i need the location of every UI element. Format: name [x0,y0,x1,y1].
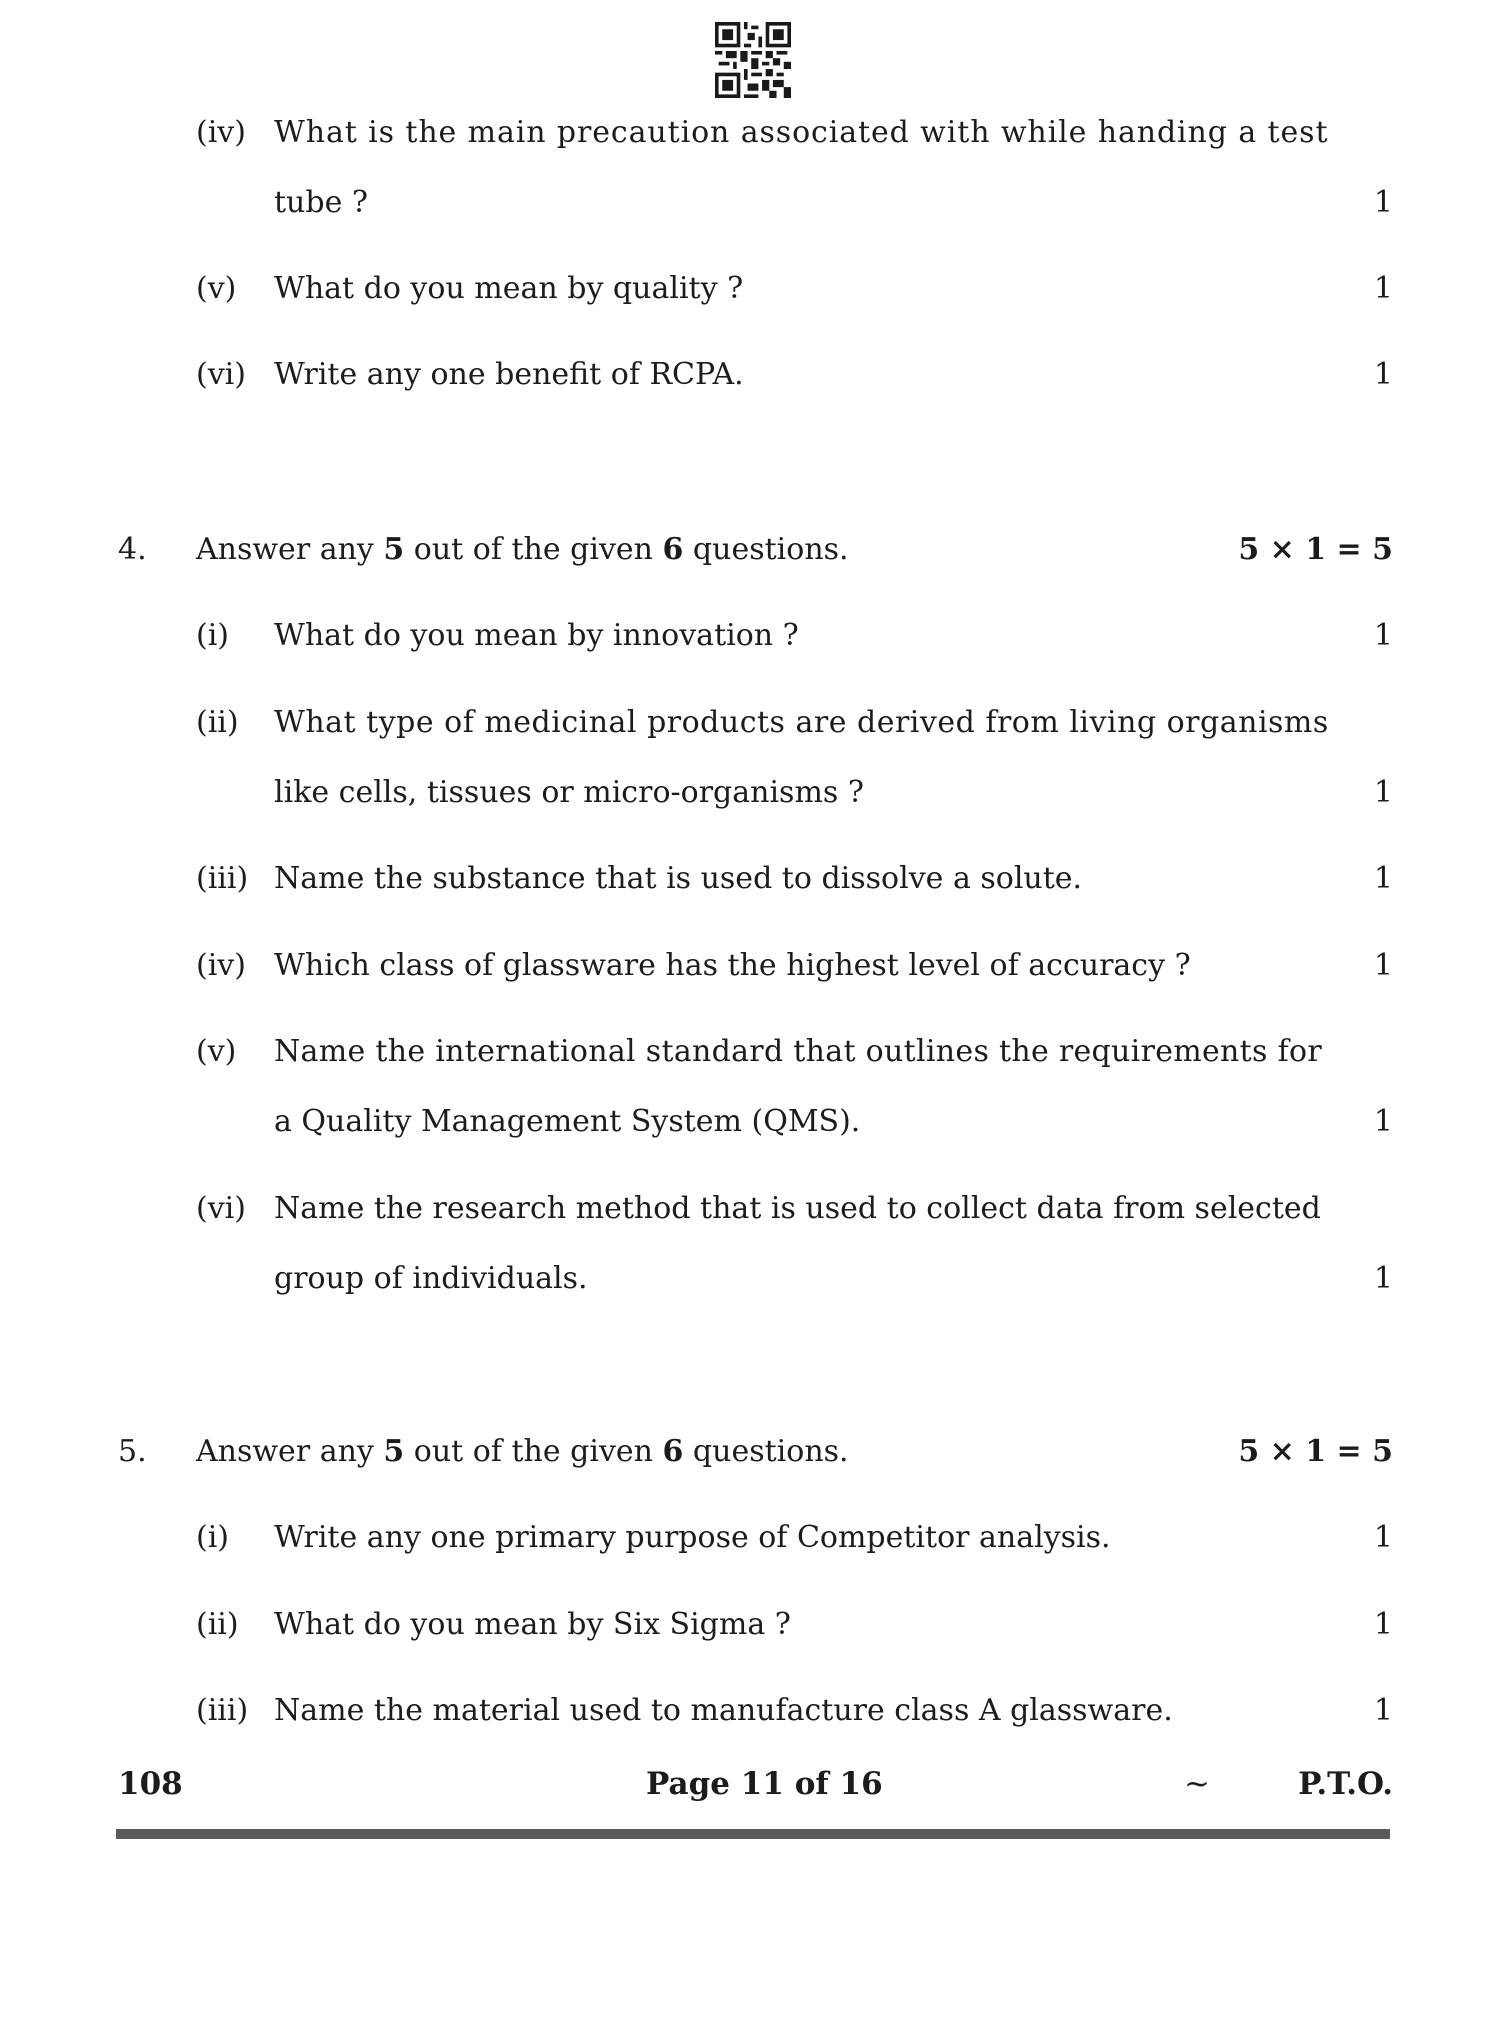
item-text-line: What do you mean by Six Sigma ? [274,1607,791,1642]
item-number: (iv) [196,948,246,983]
item-mark: 1 [1373,271,1393,306]
item-mark: 1 [1373,357,1393,392]
item-mark: 1 [1373,185,1393,220]
item-text-line: like cells, tissues or micro-organisms ? [274,775,864,810]
footer-rule [116,1829,1390,1839]
item-number: (i) [196,1520,230,1555]
question-intro: Answer any 5 out of the given 6 questions. [196,532,849,567]
item-mark: 1 [1373,775,1393,810]
item-text-line: group of individuals. [274,1261,588,1296]
item-number: (iv) [196,115,246,150]
question-marks: 5 × 1 = 5 [1238,1434,1393,1469]
item-text-line: What do you mean by innovation ? [274,618,799,653]
item-number: (ii) [196,705,239,740]
item-text-line: Which class of glassware has the highest level of accuracy ? [274,948,1191,983]
item-mark: 1 [1373,861,1393,896]
item-text-line: tube ? [274,185,368,220]
paper-code: 108 [118,1766,183,1802]
item-mark: 1 [1373,1104,1393,1139]
item-text-line: Name the substance that is used to dissolve a solute. [274,861,1083,896]
item-mark: 1 [1373,948,1393,983]
item-text-line: What type of medicinal products are derived from living organisms [274,705,1329,740]
question-intro: Answer any 5 out of the given 6 questions. [196,1434,849,1469]
item-number: (vi) [196,1191,246,1226]
item-text-line: Name the material used to manufacture class A glassware. [274,1693,1173,1728]
question-number: 5. [118,1434,147,1469]
qr-code-icon [714,22,792,98]
item-text-line: What is the main precaution associated with while handing a test [274,115,1329,150]
item-mark: 1 [1373,1520,1393,1555]
item-mark: 1 [1373,1693,1393,1728]
item-text-line: Name the international standard that outlines the requirements for [274,1034,1322,1069]
page-number: Page 11 of 16 [646,1766,883,1802]
item-number: (v) [196,271,237,306]
item-number: (i) [196,618,230,653]
item-number: (v) [196,1034,237,1069]
item-text-line: What do you mean by quality ? [274,271,744,306]
item-mark: 1 [1373,1607,1393,1642]
item-text-line: Name the research method that is used to collect data from selected [274,1191,1321,1226]
question-marks: 5 × 1 = 5 [1238,532,1393,567]
item-mark: 1 [1373,1261,1393,1296]
item-number: (iii) [196,1693,249,1728]
item-mark: 1 [1373,618,1393,653]
item-number: (ii) [196,1607,239,1642]
pto-label: P.T.O. [1298,1766,1393,1802]
item-number: (vi) [196,357,246,392]
item-text-line: Write any one benefit of RCPA. [274,357,744,392]
footer-tilde: ~ [1184,1766,1210,1802]
item-text-line: Write any one primary purpose of Competitor analysis. [274,1520,1111,1555]
item-number: (iii) [196,861,249,896]
question-number: 4. [118,532,147,567]
item-text-line: a Quality Management System (QMS). [274,1104,861,1139]
